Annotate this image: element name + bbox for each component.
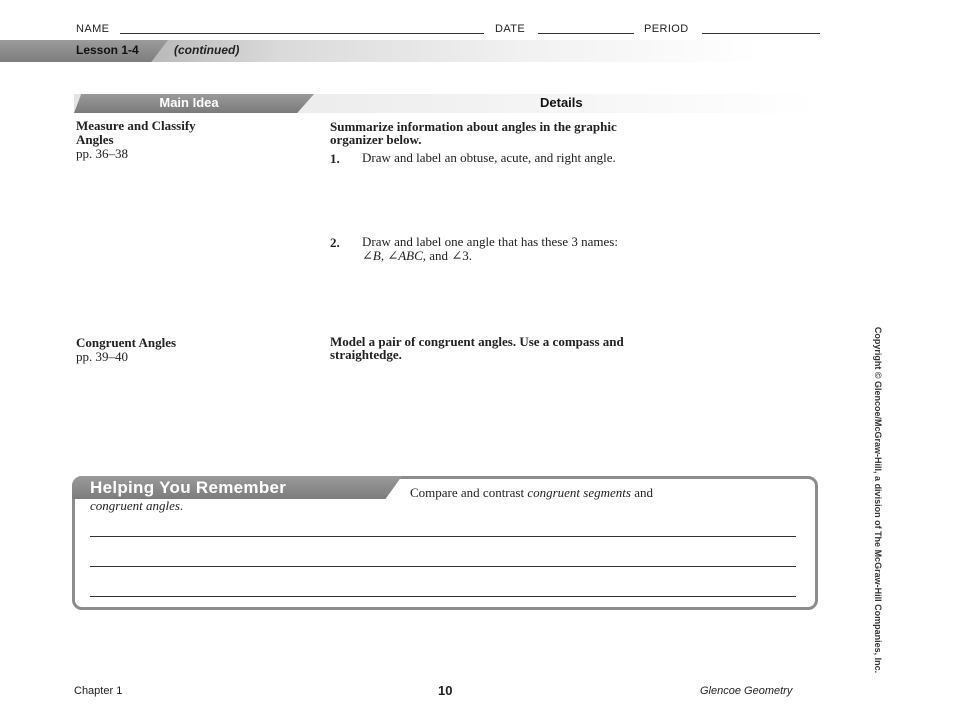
summary-instruction — [330, 120, 617, 146]
congruent-line-1: Model a pair of congruent angles. Use a compass and — [330, 334, 624, 349]
question-1-number: 1. — [330, 151, 340, 166]
question-2-number: 2. — [330, 235, 340, 250]
angle-three: ∠3. — [451, 248, 472, 263]
congruent-line-2: straightedge. — [330, 347, 402, 362]
footer-chapter: Chapter 1 — [74, 685, 123, 697]
prompt-congruent-angles: congruent angles — [90, 498, 180, 513]
lesson-label: Lesson 1-4 — [76, 43, 139, 57]
question-2-line-1: Draw and label one angle that has these 3 names: — [362, 234, 618, 249]
topic-measure-classify — [76, 119, 196, 147]
answer-line-2[interactable] — [90, 566, 796, 567]
angle-names: ∠B, ∠ABC, — [362, 248, 427, 263]
prompt-congruent-segments: congruent segments — [527, 485, 631, 500]
prompt-and: and — [634, 485, 653, 500]
period-line[interactable] — [702, 33, 820, 34]
summary-line-2: organizer below. — [330, 132, 422, 147]
name-line[interactable] — [120, 33, 484, 34]
pages-congruent-angles: pp. 39–40 — [76, 349, 128, 364]
continued-label: (continued) — [174, 43, 240, 57]
period-label: PERIOD — [644, 23, 689, 35]
copyright-notice: Copyright © Glencoe/McGraw-Hill, a division of The McGraw-Hill Companies, Inc. — [873, 326, 883, 674]
prompt-end: . — [179, 498, 184, 513]
answer-line-1[interactable] — [90, 536, 796, 537]
helping-you-remember-title: Helping You Remember — [90, 478, 287, 497]
pages-measure-classify: pp. 36–38 — [76, 146, 128, 161]
footer-book-title: Glencoe Geometry — [700, 685, 793, 697]
helping-prompt-line-2 — [90, 498, 183, 514]
question-2-line-2 — [362, 249, 618, 263]
topic-congruent-angles: Congruent Angles — [76, 335, 177, 350]
congruent-instruction — [330, 335, 624, 361]
date-label: DATE — [495, 23, 526, 35]
main-idea-heading: Main Idea — [159, 95, 219, 110]
helping-prompt-line-1 — [410, 485, 653, 501]
question-2-text — [362, 235, 618, 263]
and-word: and — [429, 248, 449, 263]
date-line[interactable] — [538, 33, 634, 34]
topic-line-2: Angles — [76, 132, 114, 147]
summary-line-1: Summarize information about angles in the graphic — [330, 119, 617, 134]
topic-line-1: Measure and Classify — [76, 118, 196, 133]
footer-page-number: 10 — [438, 683, 453, 698]
prompt-start: Compare and contrast — [410, 485, 525, 500]
details-heading: Details — [540, 95, 583, 110]
name-label: NAME — [76, 23, 110, 35]
answer-line-3[interactable] — [90, 596, 796, 597]
question-1-text: Draw and label an obtuse, acute, and right angle. — [362, 150, 616, 165]
